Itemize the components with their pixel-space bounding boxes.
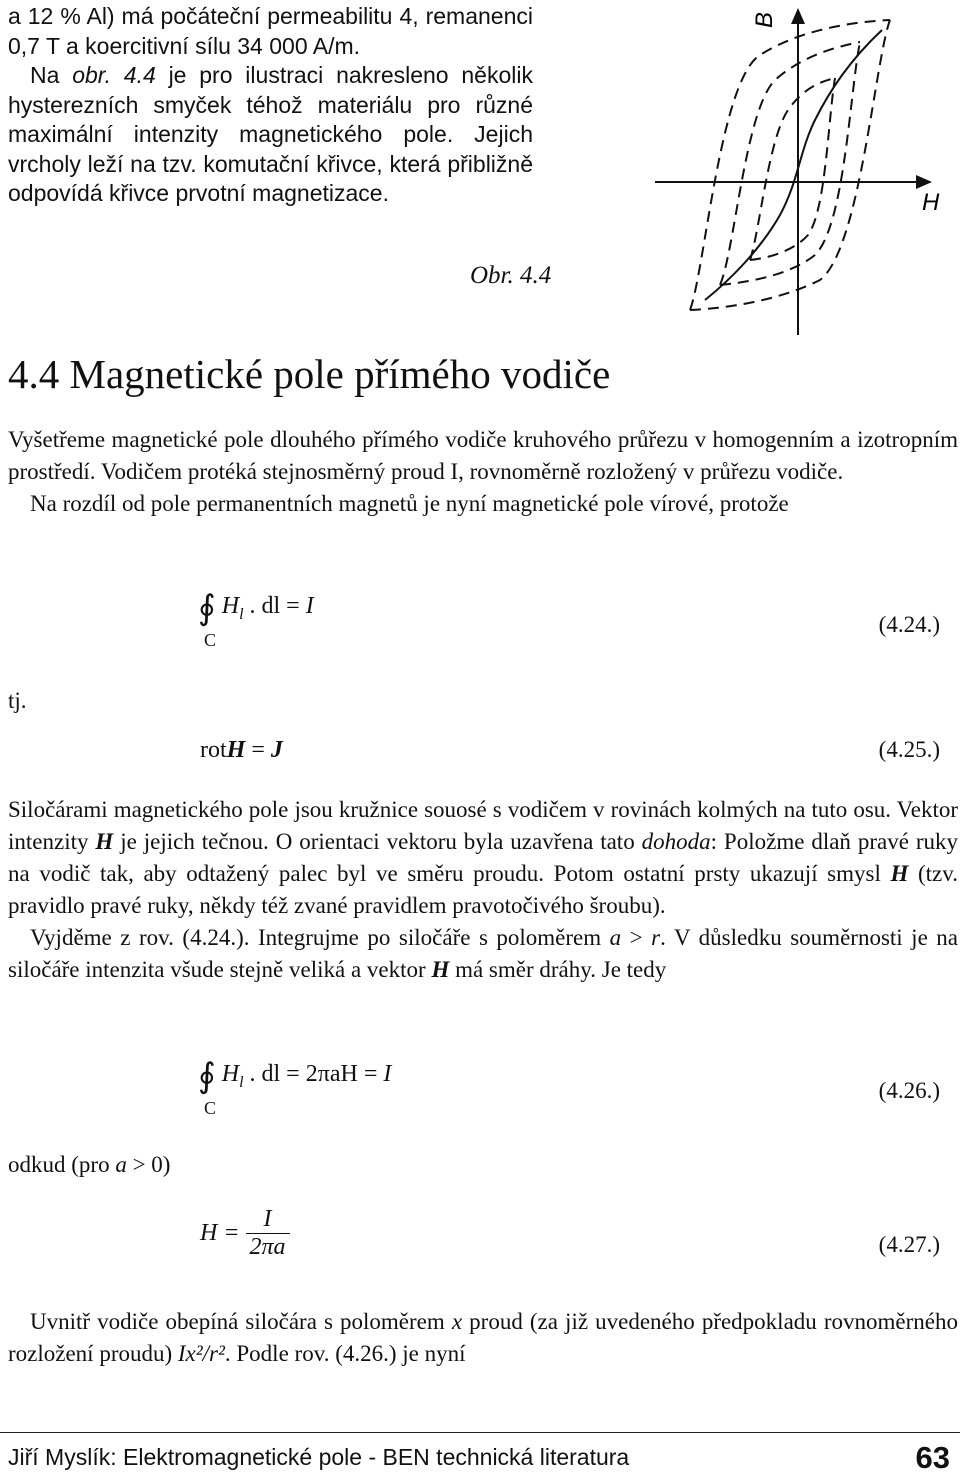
equation-number-4-26: (4.26.)	[878, 1078, 940, 1103]
p4-a-var: a	[609, 925, 622, 950]
odkud-b: > 0)	[126, 1152, 171, 1177]
p5-b: proud (za již uvedeného předpokladu rovnoměrného rozložení proudu)	[8, 1309, 958, 1366]
hysteresis-loop-outer-upper	[690, 20, 890, 310]
eq26-sub: l	[239, 1073, 244, 1091]
intro-paragraph-2	[8, 61, 533, 209]
odkud-a: odkud (pro	[8, 1152, 116, 1177]
equation-4-26	[198, 1056, 391, 1119]
body-paragraph-1: Vyšetřeme magnetické pole dlouhého přímého vodiče kruhového průřezu v homogenním a izotropním prostředí. Vodičem protéká stejnosměrný proud I, rovnoměrně rozložený v průřezu vodiče.	[8, 427, 958, 484]
eq24-lhs: H	[221, 593, 240, 619]
hysteresis-figure	[650, 0, 950, 340]
eq26-lhs: H	[221, 1061, 240, 1087]
eq25-rot: rot	[200, 737, 227, 763]
axis-label-b: B	[751, 11, 778, 28]
p3-h2: H	[890, 861, 909, 886]
h-axis-arrow	[916, 175, 932, 189]
p4-r: r	[651, 925, 661, 950]
footer-rule	[0, 1432, 960, 1433]
equation-4-24	[198, 588, 314, 651]
p5-c: . Podle rov. (4.26.) je nyní	[224, 1341, 466, 1366]
page-number: 63	[915, 1440, 950, 1475]
contour-integral-icon: ∮	[198, 1058, 216, 1095]
p3-a: Siločárami magnetického pole jsou kružnice souosé s vodičem v rovinách kolmých na tuto osu. Vektor intenzity	[8, 797, 958, 854]
eq26-rhs: I	[383, 1061, 392, 1087]
body-paragraph-4	[8, 922, 958, 986]
eq27-denominator: 2πa	[246, 1233, 290, 1261]
eq25-h: H	[226, 737, 246, 763]
p3-d: (tzv. pravidlo pravé ruky, někdy též zvané pravidlem pravotočivého šroubu).	[8, 861, 958, 918]
p3-c: : Položme dlaň pravé ruky na vodič tak, aby odtažený palec byl ve směru proudu. Potom ostatní prsty ukazují smysl	[8, 829, 959, 886]
figure-caption: Obr. 4.4	[470, 262, 552, 289]
b-axis-arrow	[791, 8, 805, 24]
figure-reference: obr. 4.4	[72, 62, 156, 88]
odkud-label	[8, 1152, 170, 1178]
eq25-j: J	[270, 737, 283, 763]
body-paragraph-2: Na rozdíl od pole permanentních magnetů je nyní magnetické pole vírové, protože	[30, 491, 789, 516]
eq27-lhs: H =	[200, 1220, 246, 1246]
intro-text	[8, 2, 533, 209]
footer-text: Jiří Myslík: Elektromagnetické pole - BEN technická literatura	[8, 1444, 630, 1470]
p4-gt: >	[621, 925, 652, 950]
equation-number-4-25: (4.25.)	[878, 737, 940, 762]
body-block-1	[8, 424, 958, 520]
eq24-sub: l	[239, 605, 244, 623]
p5-expr: Ix²/r²	[177, 1341, 225, 1366]
p3-dohoda: dohoda	[641, 829, 711, 854]
body-block-2	[8, 794, 958, 986]
equation-number-4-24: (4.24.)	[878, 612, 940, 637]
p4-c: má směr dráhy. Je tedy	[449, 957, 667, 982]
contour-integral-icon: ∮	[198, 590, 216, 627]
p4-h: H	[431, 957, 450, 982]
axis-label-h: H	[922, 189, 940, 216]
intro-text-a: Na	[30, 62, 73, 88]
tj-label: tj.	[8, 688, 27, 713]
equation-4-27	[200, 1206, 290, 1261]
p4-b: . V důsledku souměrnosti je na siločáře intenzita všude stejně veliká a vektor	[8, 925, 958, 982]
hysteresis-loop-outer-lower	[690, 20, 890, 310]
equation-number-4-27: (4.27.)	[878, 1232, 940, 1257]
eq26-contour: C	[204, 1098, 217, 1118]
eq24-mid: . dl =	[243, 593, 306, 619]
eq25-mid: =	[245, 737, 271, 763]
equation-4-25	[200, 737, 283, 764]
p3-h1: H	[95, 829, 114, 854]
section-heading: 4.4 Magnetické pole přímého vodiče	[8, 351, 611, 397]
intro-paragraph-1: a 12 % Al) má počáteční permeabilitu 4, remanenci 0,7 T a koercitivní sílu 34 000 A/m.	[8, 3, 533, 59]
body-paragraph-3	[8, 794, 958, 922]
p3-b: je jejich tečnou. O orientaci vektoru byla uzavřena tato	[113, 829, 642, 854]
body-block-3	[8, 1306, 958, 1370]
p5-a: Uvnitř vodiče obepíná siločára s poloměrem	[30, 1309, 452, 1334]
odkud-var: a	[115, 1152, 127, 1177]
p5-x: x	[451, 1309, 463, 1334]
eq26-mid: . dl = 2πaH =	[243, 1061, 384, 1087]
body-paragraph-5	[8, 1306, 958, 1370]
p4-a: Vyjděme z rov. (4.24.). Integrujme po siločáře s poloměrem	[30, 925, 610, 950]
eq24-rhs: I	[305, 593, 314, 619]
eq27-numerator: I	[263, 1206, 272, 1232]
eq27-fraction	[246, 1206, 290, 1261]
intro-text-b: je pro ilustraci nakresleno několik hysterezních smyček téhož materiálu pro různé maximální intenzity magnetického pole. Jejich vrcholy leží na tzv. komutační křivce, která přibližně odpovídá křivce prvotní magnetizace.	[8, 62, 533, 206]
eq24-contour: C	[204, 630, 217, 650]
